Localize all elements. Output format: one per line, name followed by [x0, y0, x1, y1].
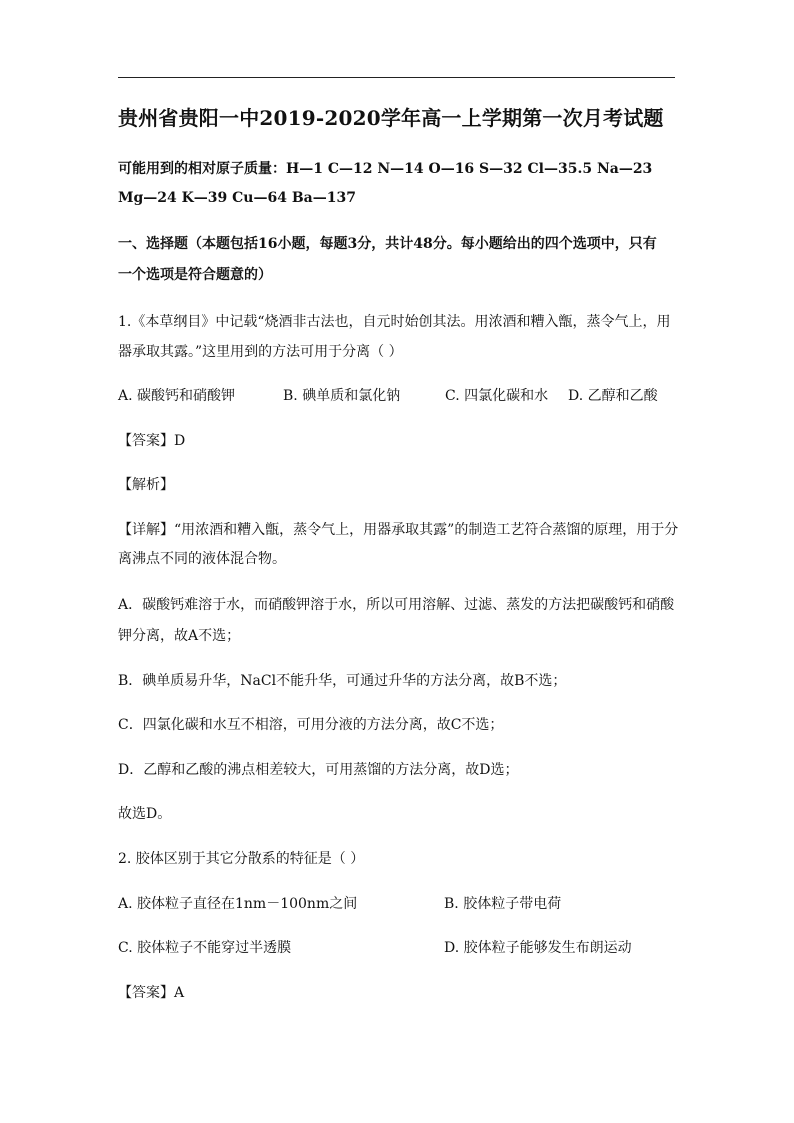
section-heading-line-2: 一个选项是符合题意的） — [118, 267, 272, 283]
q1-option-b: B. 碘单质和氯化钠 — [283, 388, 401, 404]
q1-option-d: D. 乙醇和乙酸 — [568, 388, 658, 404]
q1-conclusion: 故选D。 — [118, 806, 172, 822]
q1-explain-a-line-1: A．碳酸钙难溶于水，而硝酸钾溶于水，所以可用溶解、过滤、蒸发的方法把碳酸钙和硝酸 — [118, 597, 675, 613]
q2-option-a: A. 胶体粒子直径在1nm－100nm之间 — [118, 896, 358, 912]
q1-option-a: A. 碳酸钙和硝酸钾 — [118, 388, 236, 404]
q2-option-d: D. 胶体粒子能够发生布朗运动 — [444, 940, 632, 956]
q1-detail-line-2: 离沸点不同的液体混合物。 — [118, 551, 286, 567]
section-heading-line-1: 一、选择题（本题包括16小题，每题3分，共计48分。每小题给出的四个选项中，只有 — [118, 236, 657, 252]
q1-stem-line-1: 1.《本草纲目》中记载“烧酒非古法也，自元时始创其法。用浓酒和糟入甑，蒸令气上，用 — [118, 314, 671, 330]
q2-option-b: B. 胶体粒子带电荷 — [444, 896, 562, 912]
q2-stem: 2. 胶体区别于其它分散系的特征是（ ） — [118, 851, 365, 867]
q1-stem-line-2: 器承取其露。”这里用到的方法可用于分离（ ） — [118, 344, 403, 360]
q1-answer: 【答案】D — [118, 433, 186, 449]
q1-explain-a-line-2: 钾分离，故A不选； — [118, 628, 241, 644]
atomic-mass-line-2: Mg—24 K—39 Cu—64 Ba—137 — [118, 190, 356, 206]
q2-option-c: C. 胶体粒子不能穿过半透膜 — [118, 940, 292, 956]
q1-option-c: C. 四氯化碳和水 — [445, 388, 549, 404]
q1-detail-line-1: 【详解】“用浓酒和糟入甑，蒸令气上，用器承取其露”的制造工艺符合蒸馏的原理，用于分 — [118, 522, 679, 538]
q2-answer: 【答案】A — [118, 985, 185, 1001]
q1-explain-c: C．四氯化碳和水互不相溶，可用分液的方法分离，故C不选； — [118, 717, 504, 733]
q1-explain-b: B．碘单质易升华，NaCl不能升华，可通过升华的方法分离，故B不选； — [118, 673, 567, 689]
q1-analysis-label: 【解析】 — [118, 477, 174, 493]
atomic-mass-line-1: 可能用到的相对原子质量：H—1 C—12 N—14 O—16 S—32 Cl—35.5 Na—23 — [118, 161, 653, 177]
header-rule — [118, 77, 675, 78]
q1-explain-d: D．乙醇和乙酸的沸点相差较大，可用蒸馏的方法分离，故D选； — [118, 762, 519, 778]
page-title: 贵州省贵阳一中2019-2020学年高一上学期第一次月考试题 — [118, 106, 664, 130]
